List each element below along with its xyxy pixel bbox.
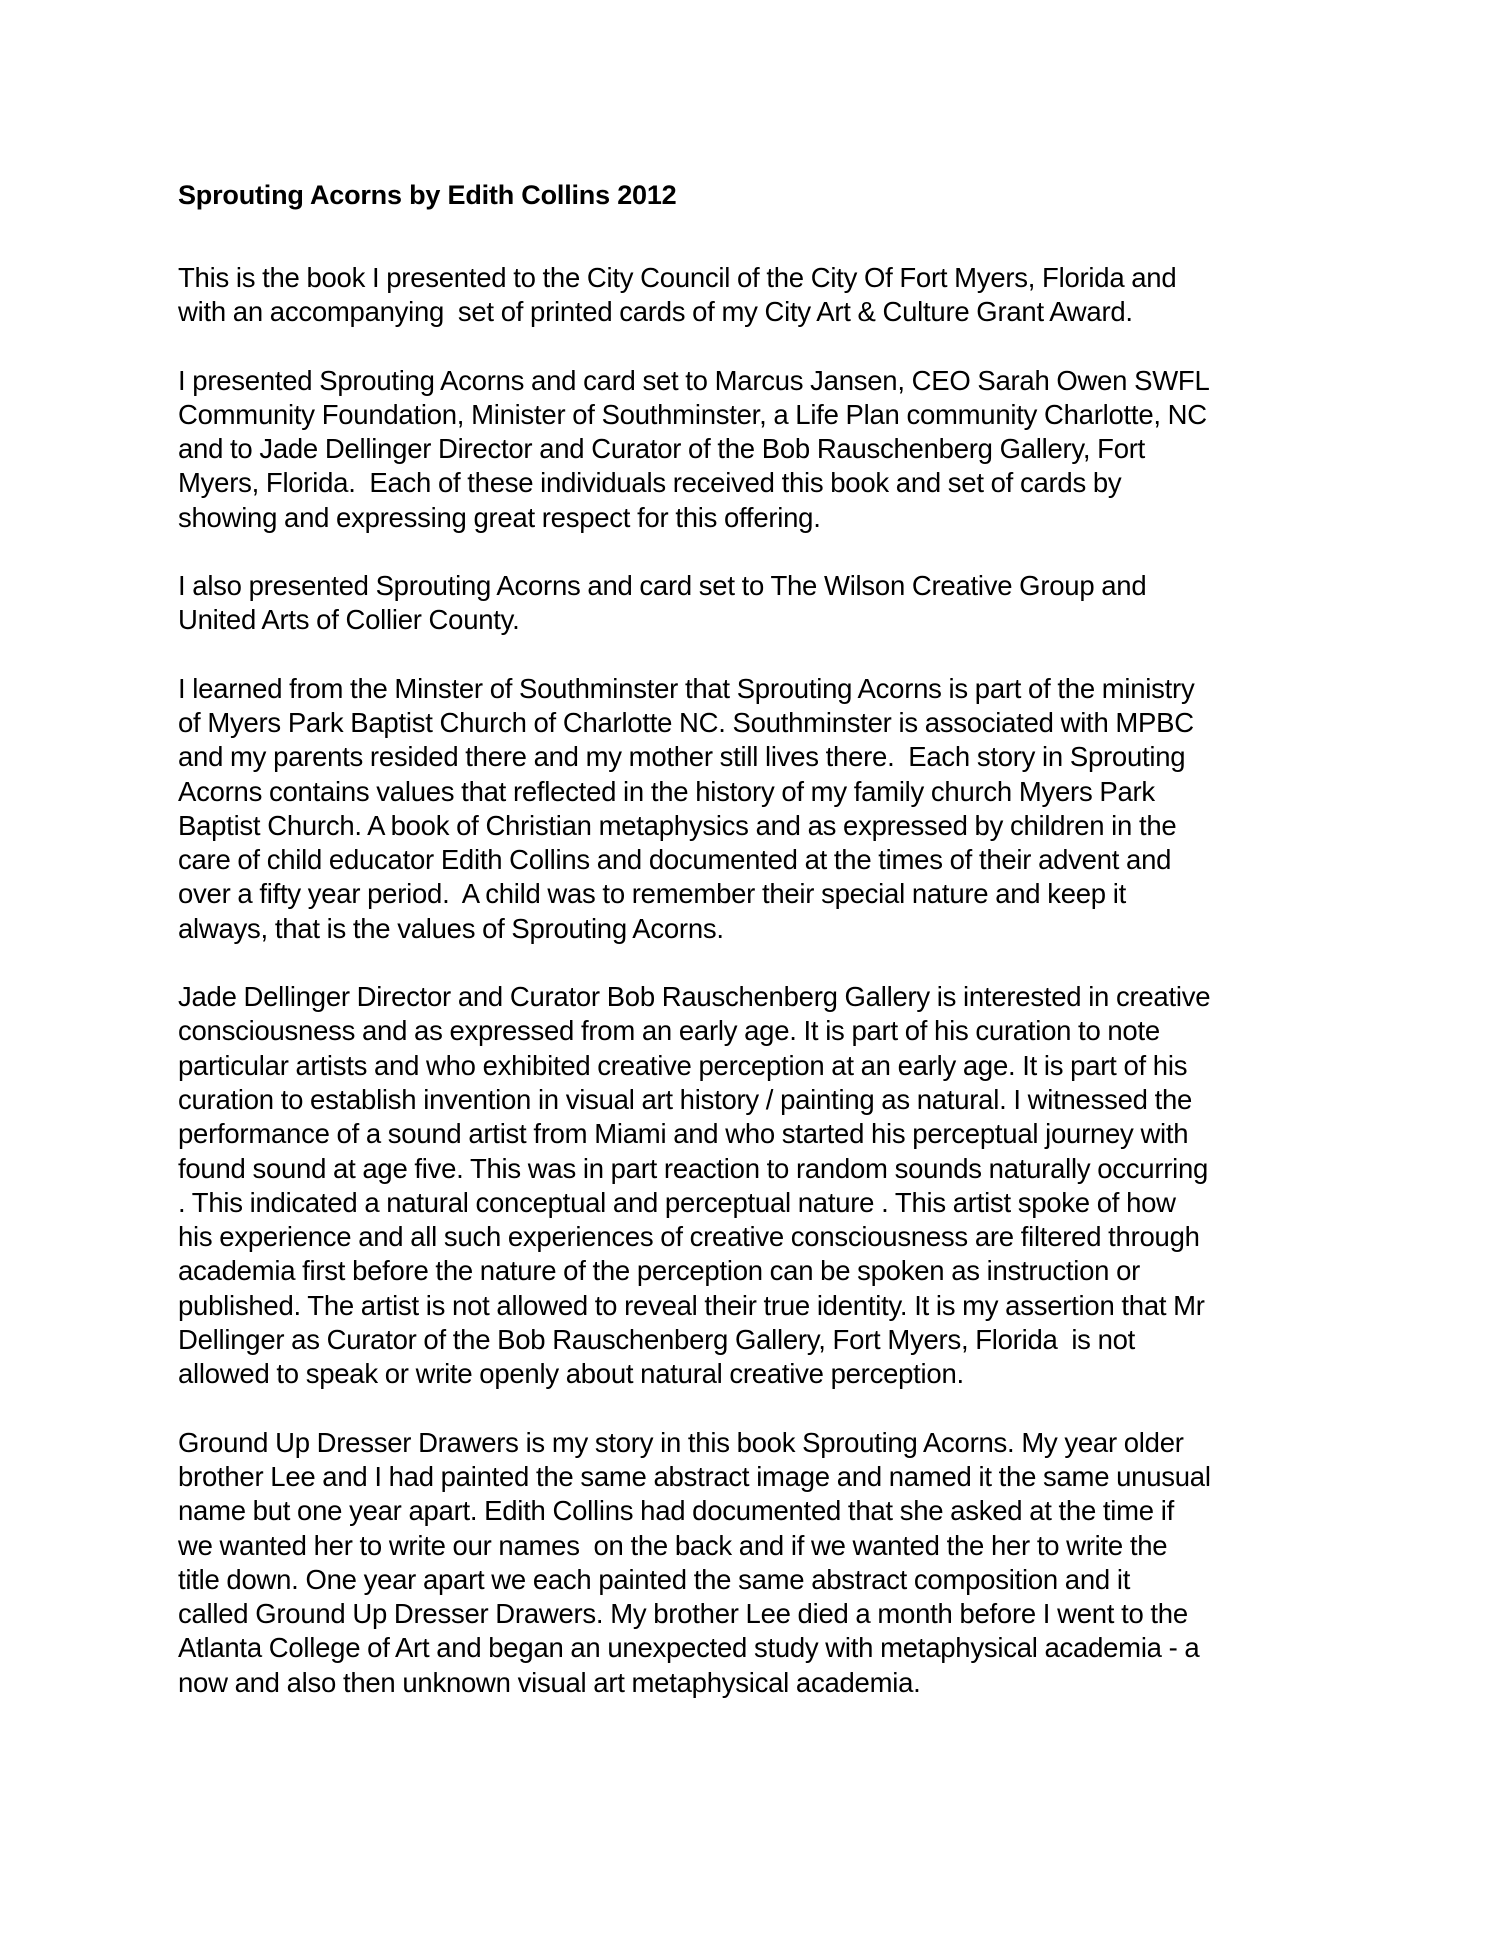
text-line: Jade Dellinger Director and Curator Bob Rauschenberg Gallery is interested in creative — [178, 981, 1211, 1013]
text-line: academia first before the nature of the perception can be spoken as instruction or — [178, 1255, 1141, 1287]
text-line: performance of a sound artist from Miami and who started his perceptual journey with — [178, 1118, 1189, 1150]
text-line: of Myers Park Baptist Church of Charlotte NC. Southminster is associated with MPBC — [178, 706, 1194, 738]
text-line: Acorns contains values that reflected in the history of my family church Myers Park — [178, 775, 1155, 807]
text-line: Baptist Church. A book of Christian metaphysics and as expressed by children in the — [178, 809, 1177, 841]
paragraph-ministry — [178, 672, 1328, 946]
document-page — [178, 178, 1328, 1734]
text-line: allowed to speak or write openly about natural creative perception. — [178, 1358, 964, 1390]
text-line: Ground Up Dresser Drawers is my story in this book Sprouting Acorns. My year older — [178, 1426, 1184, 1458]
text-line: consciousness and as expressed from an early age. It is part of his curation to note — [178, 1015, 1160, 1047]
text-line: Dellinger as Curator of the Bob Rauschenberg Gallery, Fort Myers, Florida is not — [178, 1324, 1136, 1356]
text-line: called Ground Up Dresser Drawers. My brother Lee died a month before I went to the — [178, 1598, 1188, 1630]
text-line: I also presented Sprouting Acorns and card set to The Wilson Creative Group and — [178, 570, 1147, 602]
text-line: This is the book I presented to the City Council of the City Of Fort Myers, Florida and — [178, 262, 1177, 293]
text-line: name but one year apart. Edith Collins had documented that she asked at the time if — [178, 1495, 1174, 1527]
text-line: published. The artist is not allowed to reveal their true identity. It is my assertion that Mr — [178, 1289, 1205, 1321]
paragraph-recipients — [178, 364, 1328, 535]
text-line: Atlanta College of Art and began an unexpected study with metaphysical academia - a — [178, 1632, 1200, 1664]
text-line: over a fifty year period. A child was to remember their special nature and keep it — [178, 878, 1126, 910]
document-title: Sprouting Acorns by Edith Collins 2012 — [178, 180, 677, 210]
text-line: his experience and all such experiences of creative consciousness are filtered through — [178, 1221, 1200, 1253]
paragraph-story — [178, 1426, 1328, 1700]
text-line: title down. One year apart we each painted the same abstract composition and it — [178, 1563, 1131, 1595]
paragraph-additional-recipients — [178, 569, 1328, 638]
text-line: I learned from the Minster of Southminster that Sprouting Acorns is part of the ministry — [178, 672, 1195, 704]
text-line: always, that is the values of Sprouting Acorns. — [178, 912, 724, 944]
text-line: and to Jade Dellinger Director and Curator of the Bob Rauschenberg Gallery, Fort — [178, 433, 1146, 465]
text-line: with an accompanying set of printed cards of my City Art & Culture Grant Award. — [178, 296, 1133, 328]
text-line: I presented Sprouting Acorns and card set to Marcus Jansen, CEO Sarah Owen SWFL — [178, 364, 1210, 396]
text-line: now and also then unknown visual art metaphysical academia. — [178, 1666, 921, 1698]
paragraph-intro — [178, 261, 1328, 330]
text-line: curation to establish invention in visual art history / painting as natural. I witnessed the — [178, 1083, 1193, 1115]
paragraph-curator — [178, 980, 1328, 1392]
text-line: Community Foundation, Minister of Southminster, a Life Plan community Charlotte, NC — [178, 398, 1207, 430]
text-line: Myers, Florida. Each of these individuals received this book and set of cards by — [178, 467, 1122, 499]
text-line: and my parents resided there and my mother still lives there. Each story in Sprouting — [178, 741, 1186, 773]
text-line: United Arts of Collier County. — [178, 604, 520, 636]
text-line: we wanted her to write our names on the back and if we wanted the her to write the — [178, 1529, 1168, 1561]
text-line: care of child educator Edith Collins and documented at the times of their advent and — [178, 844, 1172, 876]
text-line: particular artists and who exhibited creative perception at an early age. It is part of his — [178, 1049, 1188, 1081]
text-line: showing and expressing great respect for this offering. — [178, 501, 821, 533]
text-line: brother Lee and I had painted the same abstract image and named it the same unusual — [178, 1460, 1211, 1492]
text-line: found sound at age five. This was in part reaction to random sounds naturally occurring — [178, 1152, 1209, 1184]
text-line: . This indicated a natural conceptual and perceptual nature . This artist spoke of how — [178, 1186, 1176, 1218]
